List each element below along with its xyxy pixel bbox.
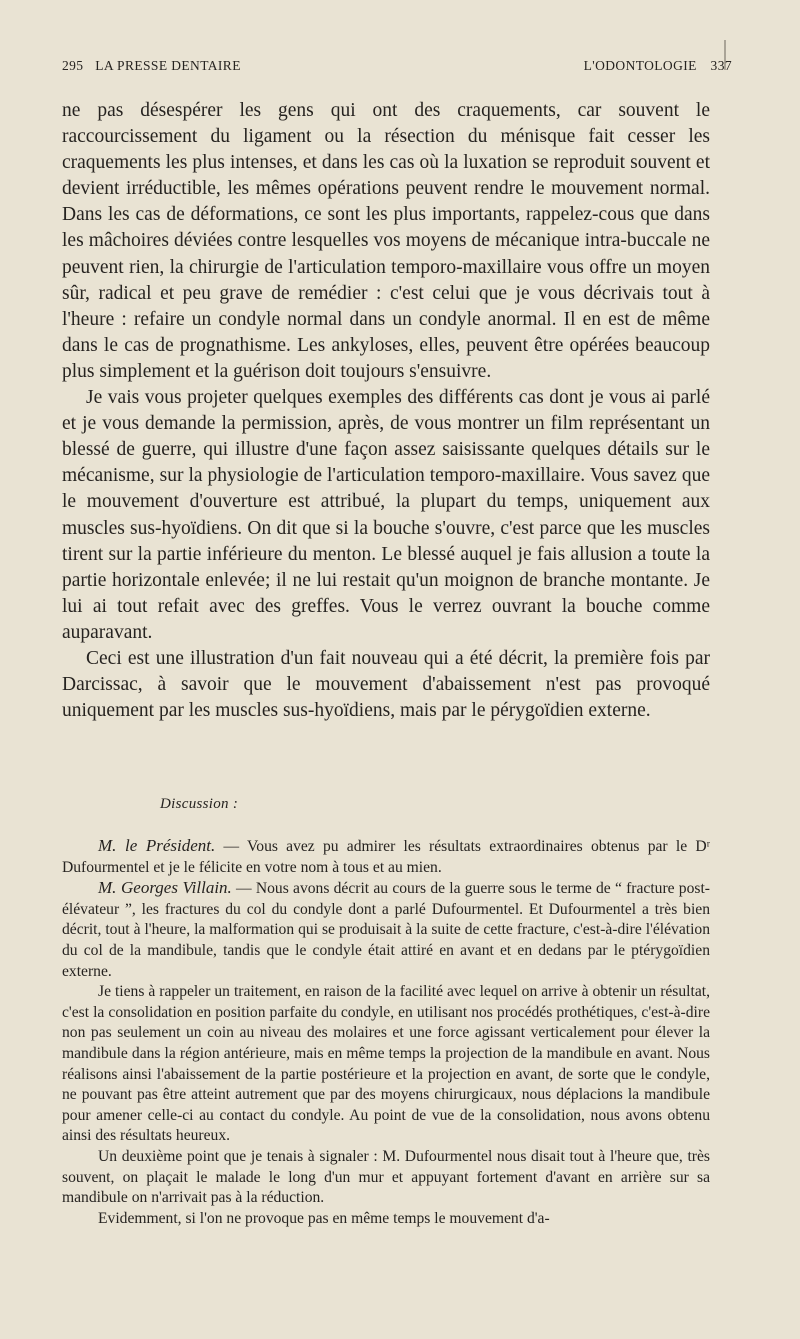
right-page-number: 337: [710, 58, 732, 73]
discussion-section: [62, 836, 710, 1229]
discussion-paragraph: Je tiens à rappeler un traitement, en raison de la facilité avec lequel on arrive à obtenir un résultat, c'est la consolidation en position parfaite du condyle, en utilisant nos procédés prothétiques, c'est-à-dire non pas seulement un coin au niveau des molaires et une force agissant verticalement pour élever la mandibule dans la région antérieure, mais en même temps la projection de la mandibule en avant. Nous réalisons ainsi l'abaissement de la partie postérieure et la projection en avant, de sorte que le condyle, ne pouvant pas être atteint autrement que par des moyens chirurgicaux, nous déplacions la mandibule pour amener celle-ci au contact du condyle. Au point de vue de la consolidation, nous avons obtenu ainsi des résultats heureux.: [62, 983, 710, 1145]
discussion-entry-villain: [62, 878, 710, 982]
body-paragraph-1: ne pas désespérer les gens qui ont des craquements, car souvent le raccourcissement du ligament ou la résection du ménisque fait cesser les craquements les plus intenses, et dans les cas où la luxation se reproduit souvent et devient irréductible, les mêmes opérations peuvent rendre le mouvement normal. Dans les cas de déformations, ce sont les plus importants, rappelez-cous que dans les mâchoires déviées contre lesquelles vos moyens de mécanique intra-buccale ne peuvent rien, la chirurgie de l'articulation temporo-maxillaire vous offre un moyen sûr, radical et peu grave de remédier : c'est celui que je vous décrivais tout à l'heure : refaire un condyle normal dans un condyle anormal. Il en est de même dans le cas de prognathisme. Les ankyloses, elles, peuvent être opérées beaucoup plus simplement et la guérison doit toujours s'ensuivre.: [62, 100, 710, 382]
discussion-text: — Nous avons décrit au cours de la guerre sous le terme de “ fracture post-élévateur ”, les fractures du col du condyle dont a parlé Dufourmentel. Et Dufourmentel a très bien décrit, tout à l'heure, la malformation qui se produisait à la suite de cette fracture, c'est-à-dire l'élévation du col de la mandibule, tandis que le condyle était attiré en avant et en dedans par le ptérygoïdien externe.: [62, 880, 710, 980]
left-journal-title: LA PRESSE DENTAIRE: [95, 58, 241, 73]
discussion-paragraph: Evidemment, si l'on ne provoque pas en même temps le mouvement d'a-: [98, 1209, 550, 1227]
body-paragraph-2: Je vais vous projeter quelques exemples des différents cas dont je vous ai parlé et je vous demande la permission, après, de vous montrer un film représentant un blessé de guerre, qui illustre d'une façon assez saisissante quelques détails sur le mécanisme, sur la physiologie de l'articulation temporo-maxillaire. Vous savez que le mouvement d'ouverture est attribué, la plupart du temps, uniquement aux muscles sus-hyoïdiens. On dit que si la bouche s'ouvre, c'est parce que les muscles tirent sur la partie inférieure du menton. Le blessé auquel je fais allusion a toute la partie horizontale enlevée; il ne lui restait qu'un moignon de branche montante. Je lui ai tout refait avec des greffes. Vous le verrez ouvrant la bouche comme auparavant.: [62, 387, 710, 643]
body-paragraph-3: Ceci est une illustration d'un fait nouveau qui a été décrit, la première fois par Darcissac, à savoir que le mouvement d'abaissement n'est pas provoqué uniquement par les muscles sus-hyoïdiens, mais par le pérygoïdien externe.: [62, 647, 710, 722]
header-right: [584, 58, 732, 74]
discussion-heading: Discussion :: [160, 796, 239, 812]
speaker-name: M. le Président.: [98, 836, 216, 855]
running-header: [62, 58, 732, 74]
discussion-entry-president: [62, 836, 710, 878]
right-journal-title: L'ODONTOLOGIE: [583, 58, 697, 73]
left-page-number: 295: [62, 58, 84, 73]
discussion-paragraph: Un deuxième point que je tenais à signaler : M. Dufourmentel nous disait tout à l'heure que, très souvent, on plaçait le malade le long d'un mur et appuyant fortement d'avant en arrière sur sa mandibule on n'arrivait pas à la réduction.: [62, 1147, 710, 1207]
main-body-text: [62, 98, 710, 724]
speaker-name: M. Georges Villain.: [98, 878, 232, 898]
discussion-text: — Vous avez pu admirer les résultats extraordinaires obtenus par le Dʳ Dufourmentel et je le félicite en votre nom à tous et au mien.: [62, 838, 710, 876]
header-left: [62, 58, 241, 74]
